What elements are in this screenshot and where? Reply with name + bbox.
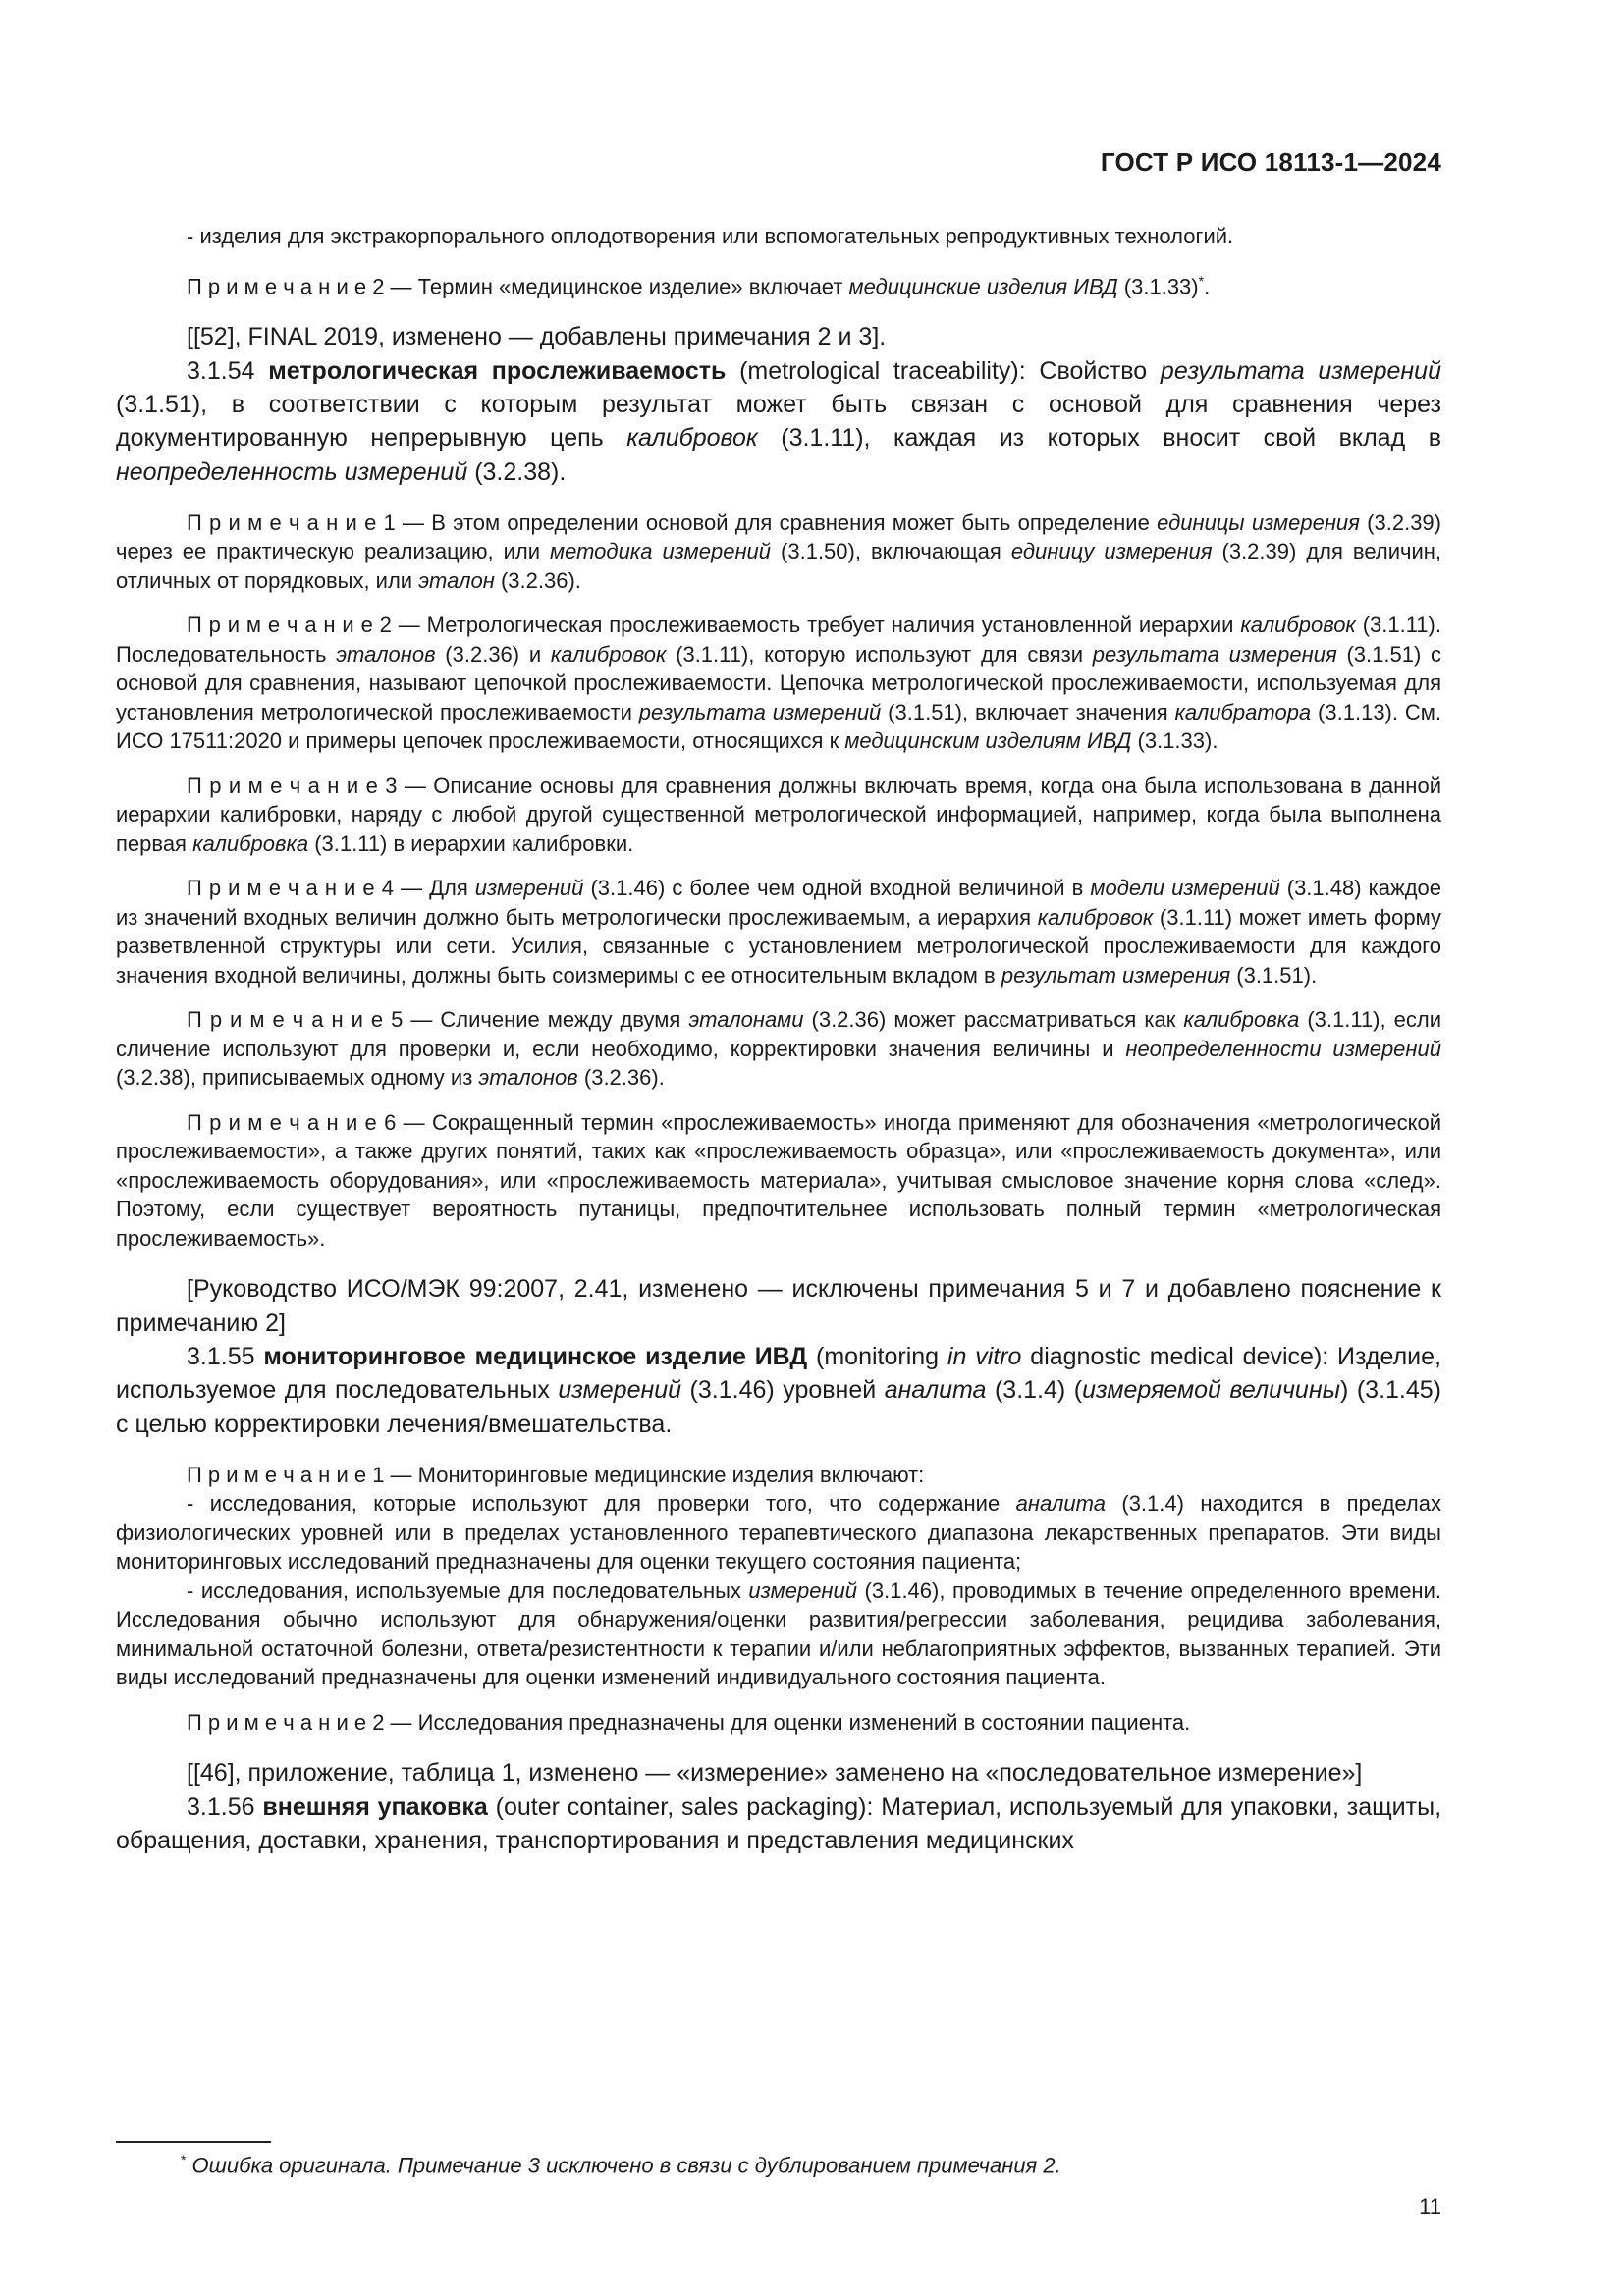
footnote-divider (116, 2141, 271, 2143)
term-entry: 3.1.55 мониторинговое медицинское изделие ИВД (monitoring in vitro diagnostic medical device): Изделие, используемое для последовательных измерений (3.1.46) уровней аналита (3.1.4) (измеряемой величины) (3.1.45) с целью корректировки лечения/вмешательства. (116, 1342, 1441, 1438)
term-entry: 3.1.56 внешняя упаковка (outer container, sales packaging): Материал, используемый для упаковки, защиты, обращения, доставки, хранения, транспортирования и представления медицинских (116, 1792, 1442, 1854)
note: П р и м е ч а н и е 1 — В этом определении основой для сравнения может быть определение единицы измерения (3.2.39) через ее практическую реализацию, или методика измерений (3.1.50), включающая единицу измерения (3.2.39) для величин, отличных от порядковых, или эталон (3.2.36). (116, 509, 1441, 593)
note: П р и м е ч а н и е 1 — Мониторинговые медицинские изделия включают: (187, 1462, 925, 1487)
note: П р и м е ч а н и е 2 — Исследования предназначены для оценки изменений в состоянии пациента. (187, 1709, 1191, 1735)
list-item: - изделия для экстракорпорального оплодотворения или вспомогательных репродуктивных технологий. (187, 224, 1234, 248)
document-header: ГОСТ Р ИСО 18113-1—2024 (1100, 147, 1441, 177)
term-entry: 3.1.54 метрологическая прослеживаемость (metrological traceability): Свойство результата измерений (3.1.51), в соответствии с которым результат может быть связан с основой для сравнения через документированную непрерывную цепь калибровок (3.1.11), каждая из которых вносит свой вклад в неопределенность измерений (3.2.38). (116, 356, 1441, 486)
source-reference: [[46], приложение, таблица 1, изменено — «измерение» заменено на «последовательное измерение»] (187, 1759, 1363, 1788)
footnote: * Ошибка оригинала. Примечание 3 исключено в связи с дублированием примечания 2. (181, 2152, 1061, 2178)
list-item: - исследования, которые используют для проверки того, что содержание аналита (3.1.4) находится в пределах физиологических уровней или в пределах установленного терапевтического диапазона лекарственных препаратов. Эти виды мониторинговых исследований предназначены для оценки текущего состояния пациента; (116, 1491, 1441, 1575)
source-reference: [Руководство ИСО/МЭК 99:2007, 2.41, изменено — исключены примечания 5 и 7 и добавлено пояснение к примечанию 2] (116, 1275, 1441, 1337)
term-name: мониторинговое медицинское изделие ИВД (263, 1342, 808, 1370)
list-item: - исследования, используемые для последовательных измерений (3.1.46), проводимых в течение определенного времени. Исследования обычно используют для обнаружения/оценки развития/регрессии заболевания, рецидива заболевания, минимальной остаточной болезни, ответа/резистентности к терапии и/или неблагоприятных эффектов, вызванных терапией. Эти виды исследований предназначены для оценки изменений индивидуального состояния пациента. (116, 1577, 1441, 1690)
source-reference: [[52], FINAL 2019, изменено — добавлены примечания 2 и 3]. (187, 323, 887, 351)
note: П р и м е ч а н и е 2 — Метрологическая прослеживаемость требует наличия установленной иерархии калибровок (3.1.11). Последовательность эталонов (3.2.36) и калибровок (3.1.11), которую используют для связи результата измерения (3.1.51) с основой для сравнения, называют цепочкой прослеживаемости. Цепочка метрологической прослеживаемости, используемая для установления метрологической прослеживаемости результата измерений (3.1.51), включает значения калибратора (3.1.13). См. ИСО 17511:2020 и примеры цепочек прослеживаемости, относящихся к медицинским изделиям ИВД (3.1.33). (116, 613, 1442, 754)
note: П р и м е ч а н и е 3 — Описание основы для сравнения должны включать время, когда она была использована в данной иерархии калибровки, наряду с любой другой существенной метрологической информацией, например, когда была выполнена первая калибровка (3.1.11) в иерархии калибровки. (116, 773, 1441, 856)
note: П р и м е ч а н и е 5 — Сличение между двумя эталонами (3.2.36) может рассматриваться как калибровка (3.1.11), если сличение используют для проверки и, если необходимо, корректировки значения величины и неопределенности измерений (3.2.38), приписываемых одному из эталонов (3.2.36). (116, 1007, 1441, 1091)
note: П р и м е ч а н и е 6 — Сокращенный термин «прослеживаемость» иногда применяют для обозначения «метрологической прослеживаемости», а также других понятий, таких как «прослеживаемость образца», или «прослеживаемость документа», или «прослеживаемость оборудования», или «прослеживаемость материала», учитывая смысловое значение корня слова «след». Поэтому, если существует вероятность путаницы, предпочтительнее использовать полный термин «метрологическая прослеживаемость». (116, 1109, 1441, 1251)
term-name: внешняя упаковка (262, 1792, 488, 1821)
note: П р и м е ч а н и е 4 — Для измерений (3.1.46) с более чем одной входной величиной в модели измерений (3.1.48) каждое из значений входных величин должно быть метрологически прослеживаемым, а иерархия калибровок (3.1.11) может иметь форму разветвленной структуры или сети. Усилия, связанные с установлением метрологической прослеживаемости для каждого значения входной величины, должны быть соизмеримы с ее относительным вкладом в результат измерения (3.1.51). (116, 876, 1441, 988)
document-body (116, 222, 1441, 1857)
note: П р и м е ч а н и е 2 — Термин «медицинское изделие» включает медицинские изделия ИВД (3.1.33)*. (187, 272, 1211, 298)
page-number: 11 (1419, 2194, 1441, 2218)
term-name: метрологическая прослеживаемость (268, 356, 727, 385)
